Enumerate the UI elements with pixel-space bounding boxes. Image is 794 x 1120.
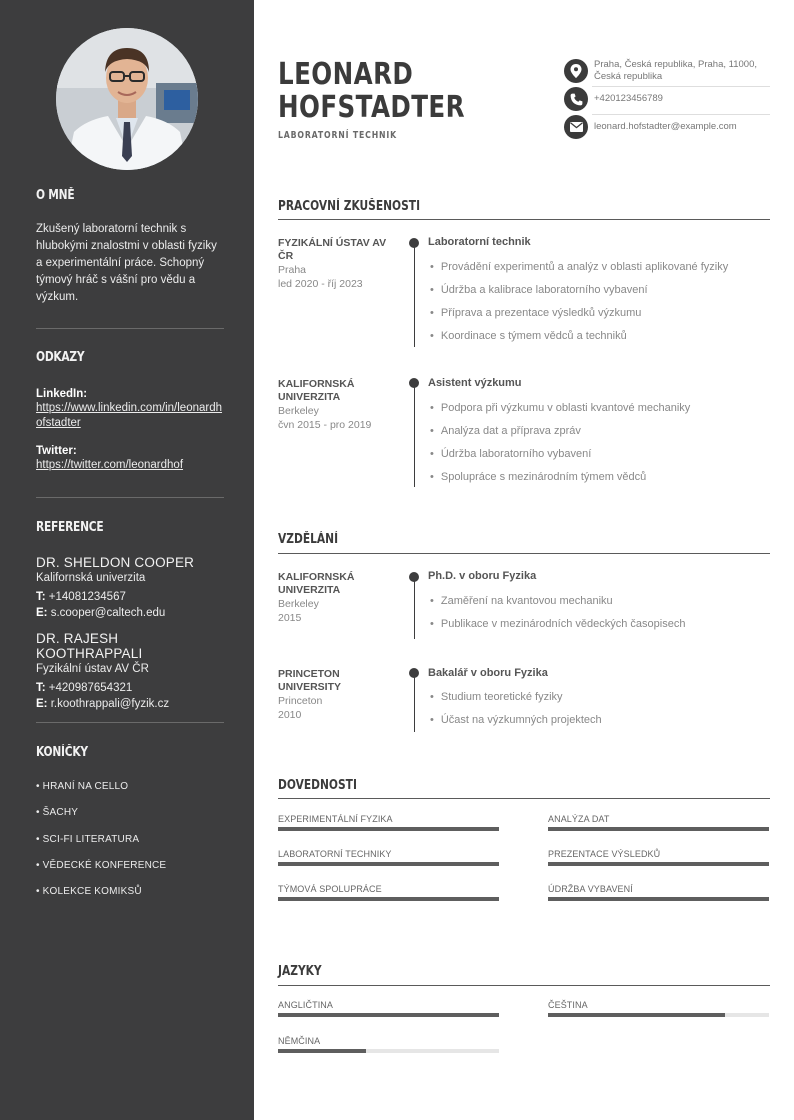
envelope-icon — [564, 115, 588, 139]
hobby-item: • HRANÍ NA CELLO — [36, 781, 129, 792]
experience-org — [278, 237, 396, 291]
skill-label: ANALÝZA DAT — [548, 814, 610, 824]
skills-title: DOVEDNOSTI — [278, 778, 357, 793]
contact-email — [564, 115, 770, 139]
links-section — [36, 350, 224, 473]
avatar — [56, 28, 198, 170]
experience-org — [278, 378, 396, 432]
sidebar-divider — [36, 497, 224, 498]
skill-bar — [278, 897, 499, 901]
contact-phone — [564, 87, 770, 111]
section-rule — [278, 985, 770, 986]
language-bar-fill — [278, 1013, 499, 1017]
section-rule — [278, 798, 770, 799]
reference-phone-label: T: — [36, 591, 46, 603]
links-title: ODKAZY — [36, 350, 85, 365]
education-degree: Ph.D. v oboru Fyzika — [428, 570, 537, 582]
experience-bullet: • Údržba laboratorního vybavení — [430, 448, 591, 460]
reference-phone: +420987654321 — [48, 682, 133, 694]
timeline-line — [414, 243, 415, 347]
job-title: LABORATORNÍ TECHNIK — [278, 130, 397, 141]
languages-title: JAZYKY — [278, 964, 322, 979]
education-bullet: • Zaměření na kvantovou mechaniku — [430, 595, 613, 607]
linkedin-label: LinkedIn: — [36, 388, 88, 400]
full-name — [278, 58, 465, 124]
skill-bar-fill — [278, 827, 499, 831]
skill-label: LABORATORNÍ TECHNIKY — [278, 849, 392, 859]
org-name: PRINCETON UNIVERSITY — [278, 668, 342, 693]
references-title: REFERENCE — [36, 520, 104, 535]
about-text: Zkušený laboratorní technik s hlubokými znalostmi v oblasti fyziky a experimentální práce. Schopný týmový hráč s vášní pro vědu a výzkum. — [36, 223, 217, 303]
skill-bar — [548, 827, 769, 831]
experience-role: Asistent výzkumu — [428, 377, 522, 389]
hobby-item: • VĚDECKÉ KONFERENCE — [36, 859, 167, 871]
org-date: 2015 — [278, 612, 302, 624]
experience-bullet: • Spolupráce s mezinárodním týmem vědců — [430, 471, 646, 483]
org-name: KALIFORNSKÁ UNIVERZITA — [278, 378, 355, 403]
reference-name: DR. RAJESH KOOTHRAPPALI — [36, 631, 143, 661]
language-item — [278, 1000, 499, 1017]
profile-photo — [56, 28, 198, 170]
experience-bullet: • Údržba a kalibrace laboratorního vybavení — [430, 284, 648, 296]
experience-bullet: • Podpora při výzkumu v oblasti kvantové mechaniky — [430, 402, 690, 414]
skill-item — [278, 884, 499, 901]
twitter-label: Twitter: — [36, 445, 77, 457]
skill-bar — [278, 862, 499, 866]
skill-bar-fill — [548, 827, 769, 831]
language-bar — [278, 1049, 499, 1053]
language-label: ČEŠTINA — [548, 1000, 588, 1010]
address-line2: Česká republika — [594, 71, 663, 82]
org-name: FYZIKÁLNÍ ÚSTAV AV ČR — [278, 237, 387, 262]
sidebar — [0, 0, 254, 1120]
org-date: čvn 2015 - pro 2019 — [278, 419, 372, 431]
twitter-link[interactable]: https://twitter.com/leonardhof — [36, 459, 184, 471]
about-section — [36, 188, 224, 306]
education-title: VZDĚLÁNÍ — [278, 532, 339, 547]
linkedin-link[interactable]: https://www.linkedin.com/in/leonardhofstadter — [36, 402, 223, 429]
location-pin-icon — [564, 59, 588, 83]
hobby-item: • KOLEKCE KOMIKSŮ — [36, 886, 142, 898]
reference-email: r.koothrappali@fyzik.cz — [50, 698, 170, 710]
sidebar-divider — [36, 722, 224, 723]
org-place: Berkeley — [278, 598, 319, 610]
language-item — [548, 1000, 769, 1017]
reference-name: DR. SHELDON COOPER — [36, 555, 195, 570]
last-name: HOFSTADTER — [278, 90, 465, 125]
first-name: LEONARD — [278, 57, 414, 92]
skill-bar — [548, 897, 769, 901]
skill-bar-fill — [278, 897, 499, 901]
hobbies-title: KONÍČKY — [36, 745, 88, 760]
experience-bullet: • Koordinace s týmem vědců a techniků — [430, 330, 627, 342]
skill-item — [278, 814, 499, 831]
org-place: Berkeley — [278, 405, 319, 417]
reference-email-label: E: — [36, 698, 48, 710]
org-name: KALIFORNSKÁ UNIVERZITA — [278, 571, 355, 596]
timeline-line — [414, 577, 415, 639]
phone-text: +420123456789 — [594, 93, 663, 104]
experience-title: PRACOVNÍ ZKUŠENOSTI — [278, 199, 421, 214]
education-bullet: • Studium teoretické fyziky — [430, 691, 563, 703]
education-bullet: • Účast na výzkumných projektech — [430, 714, 602, 726]
reference-phone: +14081234567 — [48, 591, 126, 603]
reference-email: s.cooper@caltech.edu — [50, 607, 166, 619]
education-org — [278, 571, 396, 625]
skill-label: TÝMOVÁ SPOLUPRÁCE — [278, 884, 382, 894]
org-place: Princeton — [278, 695, 323, 707]
address-line1: Praha, Česká republika, Praha, 11000, — [594, 59, 758, 70]
org-place: Praha — [278, 264, 307, 276]
hobbies-section — [36, 745, 224, 912]
reference-org: Fyzikální ústav AV ČR — [36, 663, 149, 675]
reference-phone-label: T: — [36, 682, 46, 694]
language-bar — [278, 1013, 499, 1017]
reference-email-label: E: — [36, 607, 48, 619]
skill-item — [548, 849, 769, 866]
reference-item — [36, 555, 224, 621]
language-label: NĚMČINA — [278, 1036, 321, 1046]
skill-item — [548, 814, 769, 831]
references-section — [36, 520, 224, 712]
skill-item — [548, 884, 769, 901]
experience-bullet: • Příprava a prezentace výsledků výzkumu — [430, 307, 641, 319]
skill-bar — [278, 827, 499, 831]
reference-item — [36, 631, 224, 712]
phone-icon — [564, 87, 588, 111]
language-bar-fill — [278, 1049, 366, 1053]
skill-label: PREZENTACE VÝSLEDKŮ — [548, 849, 661, 859]
skill-bar-fill — [548, 897, 769, 901]
section-rule — [278, 219, 770, 220]
education-degree: Bakalář v oboru Fyzika — [428, 667, 548, 679]
org-date: 2010 — [278, 709, 302, 721]
skill-bar — [548, 862, 769, 866]
skill-label: ÚDRŽBA VYBAVENÍ — [548, 884, 633, 894]
experience-bullet: • Analýza dat a příprava zpráv — [430, 425, 581, 437]
timeline-line — [414, 673, 415, 732]
skill-label: EXPERIMENTÁLNÍ FYZIKA — [278, 814, 393, 824]
language-label: ANGLIČTINA — [278, 1000, 334, 1010]
reference-org: Kalifornská univerzita — [36, 572, 146, 584]
language-bar — [548, 1013, 769, 1017]
education-org — [278, 668, 396, 722]
email-text: leonard.hofstadter@example.com — [594, 121, 737, 132]
hobby-item: • SCI-FI LITERATURA — [36, 833, 140, 845]
org-date: led 2020 - říj 2023 — [278, 278, 363, 290]
language-bar-fill — [548, 1013, 725, 1017]
skill-bar-fill — [278, 862, 499, 866]
sidebar-divider — [36, 328, 224, 329]
skill-item — [278, 849, 499, 866]
skill-bar-fill — [548, 862, 769, 866]
section-rule — [278, 553, 770, 554]
hobby-item: • ŠACHY — [36, 807, 79, 819]
language-item — [278, 1036, 499, 1053]
experience-bullet: • Provádění experimentů a analýz v oblasti aplikované fyziky — [430, 261, 728, 273]
about-title: O MNĚ — [36, 188, 75, 203]
experience-role: Laboratorní technik — [428, 236, 531, 248]
education-bullet: • Publikace v mezinárodních vědeckých časopisech — [430, 618, 685, 630]
contact-address — [564, 59, 770, 83]
timeline-line — [414, 383, 415, 487]
